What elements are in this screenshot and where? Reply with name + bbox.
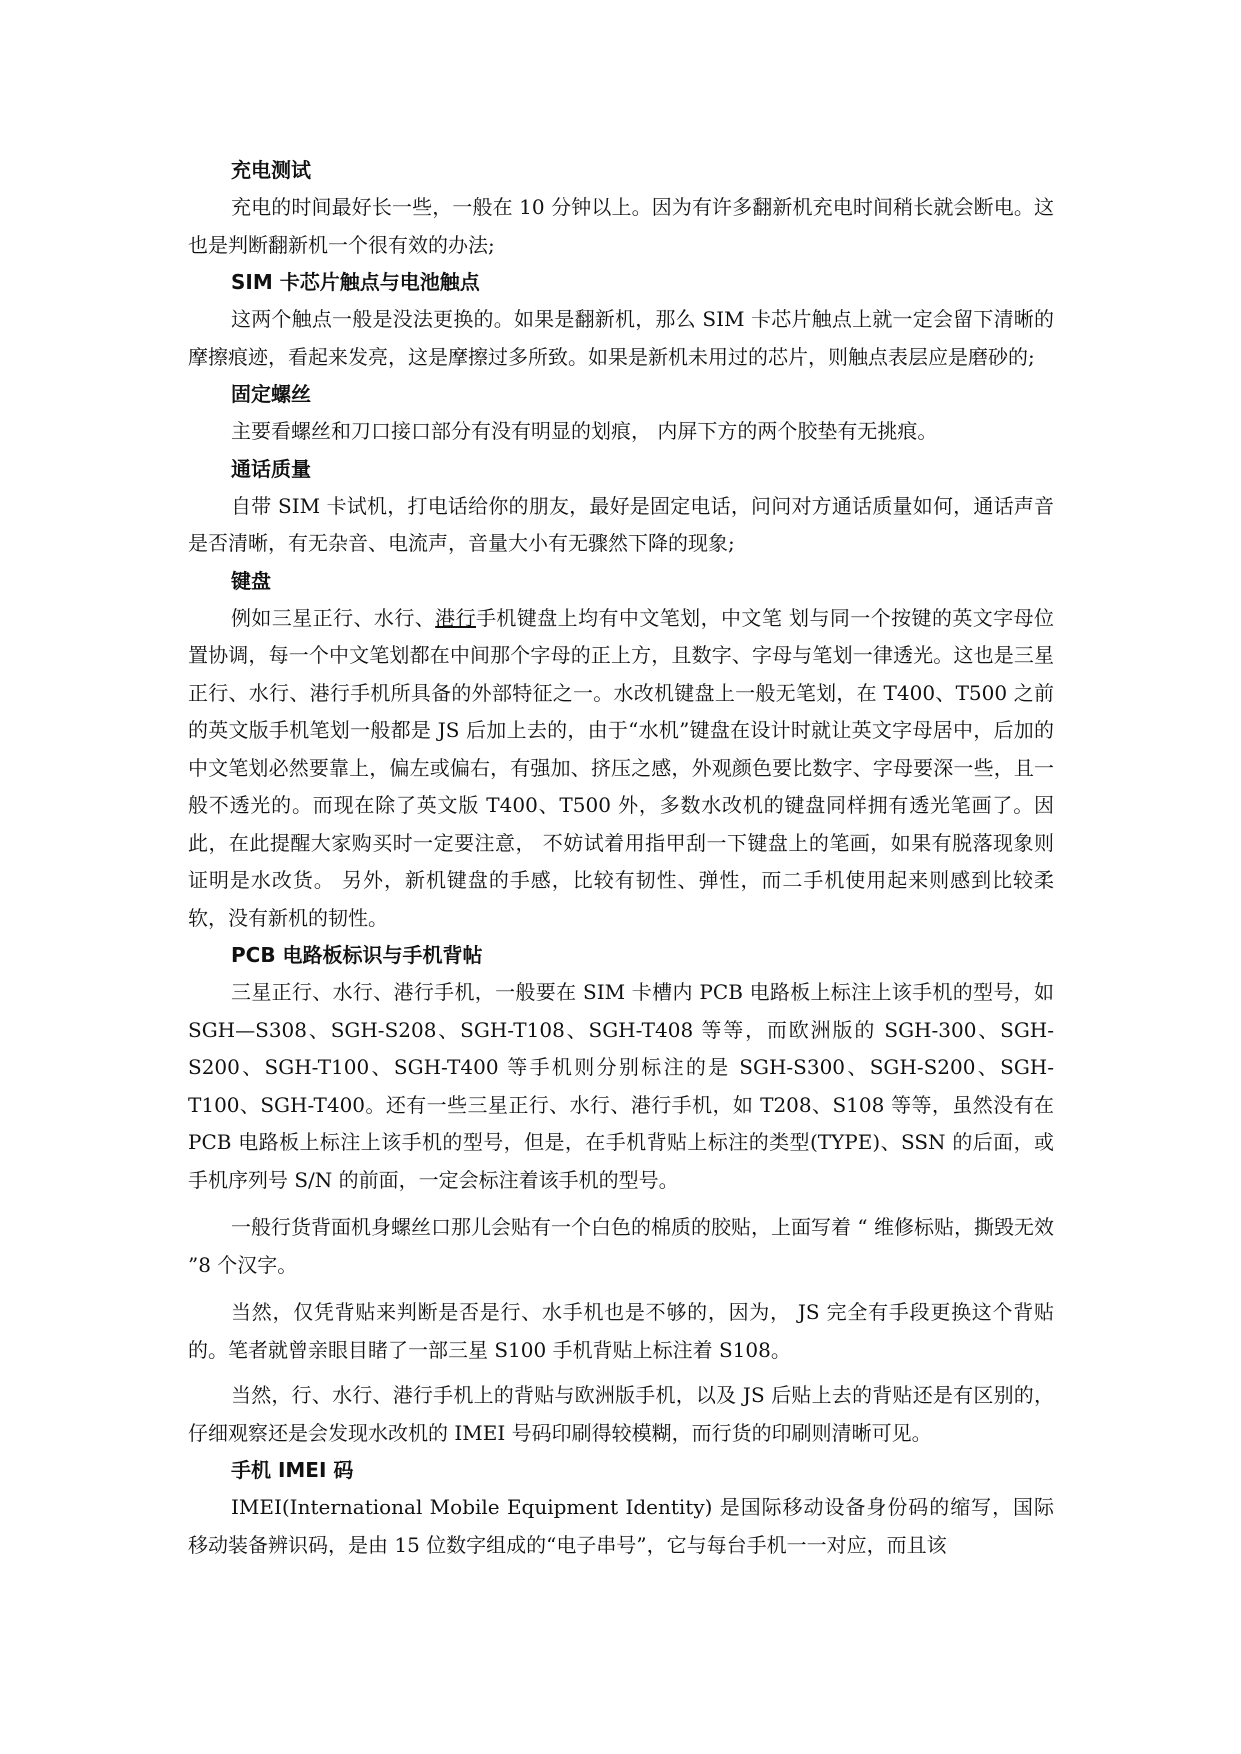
keyboard-text-underlined: 港行 [435, 605, 477, 630]
section-heading-sim-contacts: SIM 卡芯片触点与电池触点 [231, 270, 480, 294]
paragraph-pcb-1: 三星正行、水行、港行手机，一般要在 SIM 卡槽内 PCB 电路板上标注上该手机的型号，如 SGH—S308、SGH-S208、SGH-T108、SGH-T408 等等，而欧洲版的 SGH-300、SGH-S200、SGH-T100、SGH-T400 等手机则分别标注的是 SGH-S300、SGH-S200、SGH-T100、SGH-T400。还有一些三星正行、水行、港行手机，如 T208、S108 等等，虽然没有在 PCB 电路板上标注上该手机的型号，但是，在手机背贴上标注的类型(TYPE)、SSN 的后面，或手机序列号 S/N 的前面，一定会标注着该手机的型号。 [188, 980, 1054, 1192]
paragraph-pcb-3: 当然，仅凭背贴来判断是否是行、水手机也是不够的，因为， JS 完全有手段更换这个背贴的。笔者就曾亲眼目睹了一部三星 S100 手机背贴上标注着 S108。 [188, 1300, 1054, 1362]
section-heading-pcb-label: PCB 电路板标识与手机背帖 [231, 943, 483, 967]
section-heading-call-quality: 通话质量 [231, 456, 311, 481]
keyboard-text-rest: 手机键盘上均有中文笔划，中文笔 划与同一个按键的英文字母位置协调，每一个中文笔划都在中间那个字母的正上方，且数字、字母与笔划一律透光。这也是三星正行、水行、港行手机所具备的外部特征之一。水改机键盘上一般无笔划，在 T400、T500 之前的英文版手机笔划一般都是 JS 后加上去的，由于“水机”键盘在设计时就让英文字母居中，后加的中文笔划必然要靠上，偏左或偏右，有强加、挤压之感，外观颜色要比数字、字母要深一些，且一般不透光的。而现在除了英文版 T400、T500 外，多数水改机的键盘同样拥有透光笔画了。因此，在此提醒大家购买时一定要注意， 不妨试着用指甲刮一下键盘上的笔画，如果有脱落现象则证明是水改货。 另外，新机键盘的手感，比较有韧性、弹性，而二手机使用起来则感到比较柔软，没有新机的韧性。 [188, 605, 1055, 930]
document-body [188, 152, 1054, 1564]
paragraph-pcb-2: 一般行货背面机身螺丝口那儿会贴有一个白色的棉质的胶贴，上面写着 “ 维修标贴，撕毁无效 ”8 个汉字。 [188, 1215, 1054, 1277]
section-heading-keyboard: 键盘 [231, 568, 271, 593]
paragraph-sim-contacts: 这两个触点一般是没法更换的。如果是翻新机，那么 SIM 卡芯片触点上就一定会留下清晰的摩擦痕迹，看起来发亮，这是摩擦过多所致。如果是新机未用过的芯片，则触点表层应是磨砂的; [188, 307, 1054, 369]
paragraph-call-quality: 自带 SIM 卡试机，打电话给你的朋友，最好是固定电话，问问对方通话质量如何，通话声音是否清晰，有无杂音、电流声，音量大小有无骤然下降的现象; [188, 493, 1054, 555]
paragraph-keyboard [188, 600, 1054, 938]
paragraph-pcb-4: 当然，行、水行、港行手机上的背贴与欧洲版手机，以及 JS 后贴上去的背贴还是有区别的， 仔细观察还是会发现水改机的 IMEI 号码印刷得较模糊，而行货的印刷则清晰可见。 [188, 1383, 1054, 1445]
paragraph-screws: 主要看螺丝和刀口接口部分有没有明显的划痕， 内屏下方的两个胶垫有无挑痕。 [231, 419, 938, 443]
paragraph-imei: IMEI(International Mobile Equipment Identity) 是国际移动设备身份码的缩写，国际移动装备辨识码，是由 15 位数字组成的“电子串号”，它与每台手机一一对应，而且该 [188, 1495, 1054, 1557]
section-heading-imei: 手机 IMEI 码 [231, 1458, 354, 1482]
section-heading-screws: 固定螺丝 [231, 382, 311, 406]
section-heading-charging: 充电测试 [231, 158, 311, 182]
keyboard-text-start: 例如三星正行、水行、 [231, 605, 436, 630]
paragraph-charging: 充电的时间最好长一些，一般在 10 分钟以上。因为有许多翻新机充电时间稍长就会断电。这也是判断翻新机一个很有效的办法; [188, 195, 1054, 257]
